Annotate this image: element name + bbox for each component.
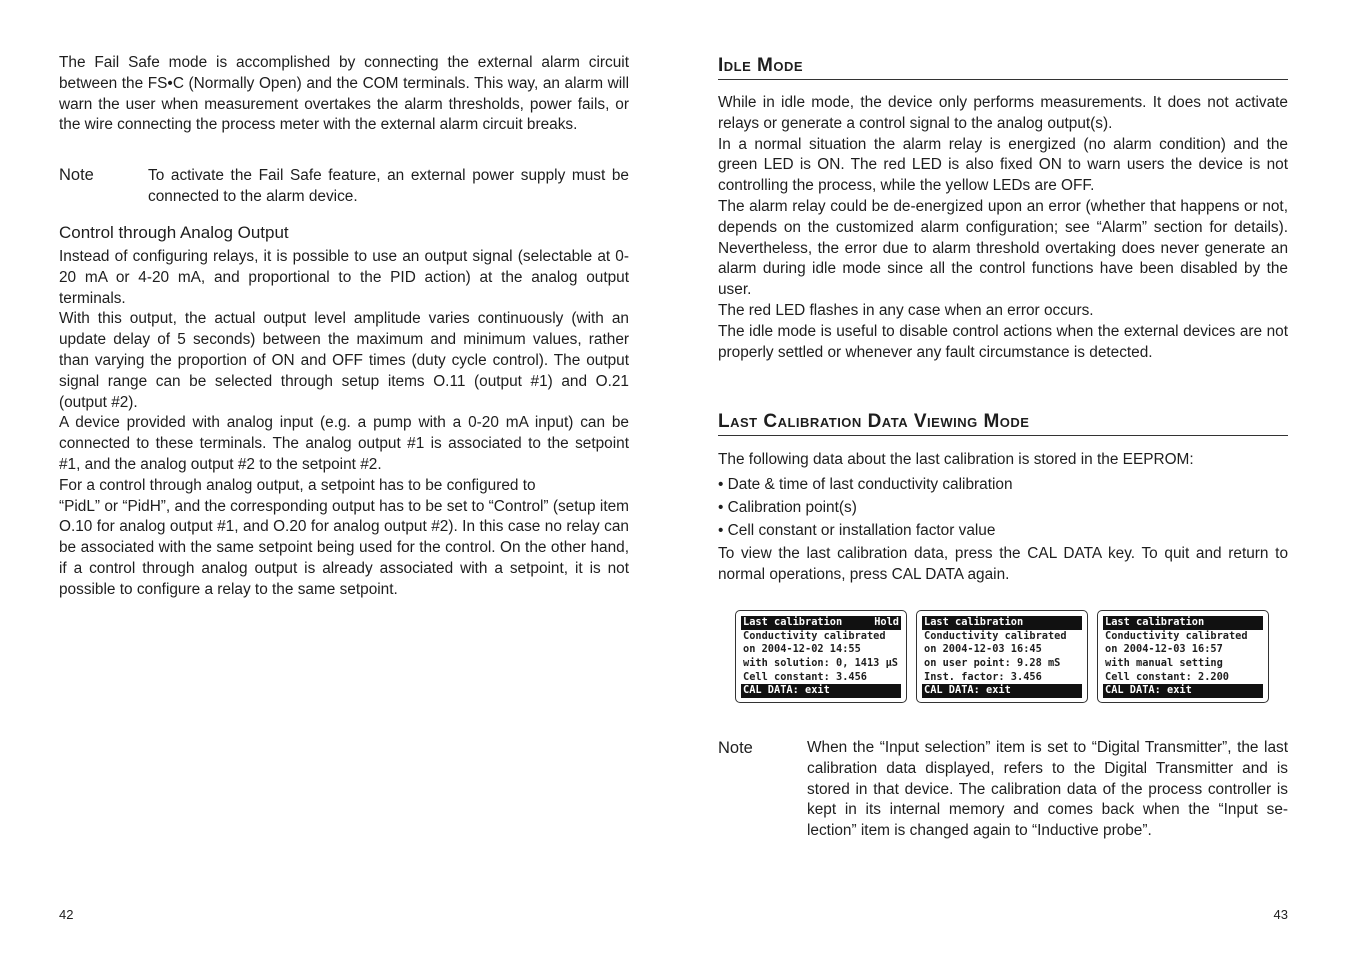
- lcd-footer: CAL DATA: exit: [1103, 684, 1263, 698]
- lcd-footer: CAL DATA: exit: [922, 684, 1082, 698]
- lcd-title-row: [741, 616, 901, 630]
- section-title-last-calibration: Last Calibration Data Viewing Mode: [718, 411, 1288, 436]
- page-number-right: 43: [1273, 907, 1288, 922]
- lcd-line: Conductivity calibrated: [743, 629, 886, 642]
- heading-analog-output: Control through Analog Output: [59, 223, 289, 242]
- idle-paragraph-4: The red LED flashes in any case when an error occurs.: [718, 301, 1094, 319]
- lcd-line: Conductivity calibrated: [924, 629, 1067, 642]
- right-page: [718, 0, 1288, 954]
- lcd-line: on user point: 9.28 mS: [924, 657, 1061, 670]
- lastcal-intro: The following data about the last calibration is stored in the EEPROM:: [718, 451, 1194, 468]
- lcd-line: on 2004-12-02 14:55: [743, 643, 861, 656]
- list-item: • Cell constant or installation factor value: [718, 521, 996, 539]
- lcd-title: Last calibration: [743, 616, 843, 628]
- idle-paragraph-5: The idle mode is useful to disable control actions when the external devices are not properly settled or whenever any fault circumstance is detected.: [718, 322, 1288, 361]
- left-page: [59, 0, 629, 954]
- page-number-left: 42: [59, 907, 74, 922]
- analog-paragraph-3: A device provided with analog input (e.g. a pump with a 0-20 mA input) can be connected to these terminals. The analog output #1 is associated to the setpoint #1, and the analog output #2 to the setpoint #2.: [59, 414, 629, 473]
- lcd-title-row: [922, 616, 1082, 630]
- note-text: To activate the Fail Safe feature, an external power supply must be connected to the alarm device.: [148, 167, 629, 205]
- lcd-title: Last calibration: [924, 616, 1024, 628]
- lcd-hold-indicator: Hold: [874, 616, 899, 628]
- idle-section-body: [718, 93, 1288, 363]
- lcd-line: Cell constant: 2.200: [1105, 670, 1229, 683]
- lcd-screen-solution: [735, 610, 907, 703]
- section-title-idle-mode: Idle Mode: [718, 55, 1288, 80]
- analog-paragraph-2: With this output, the actual output level amplitude varies continuously (with an update delay of 5 seconds) between the maximum and minimum values, rather than varying the proportion of ON and OFF times (duty cycle control). The output signal range can be selected through setup items O.11 (output #1) and O.21 (output #2).: [59, 310, 629, 411]
- lcd-line: Cell constant: 3.456: [743, 670, 867, 683]
- lcd-line: with manual setting: [1105, 657, 1223, 670]
- lastcal-section-body: [718, 450, 1288, 585]
- lcd-line: on 2004-12-03 16:45: [924, 643, 1042, 656]
- lcd-title: Last calibration: [1105, 616, 1205, 628]
- failsafe-paragraph: The Fail Safe mode is accomplished by connecting the external alarm circuit between the FS•C (Normally Open) and the COM terminals. This way, an alarm will warn the user when measurement overtakes the alarm thresholds, power fails, or the wire connecting the process meter with the external alarm circuit breaks.: [59, 54, 629, 134]
- note-failsafe: [59, 165, 629, 207]
- lcd-footer: CAL DATA: exit: [741, 684, 901, 698]
- analog-section-body: [59, 247, 629, 601]
- idle-paragraph-3: The alarm relay could be de-energized upon an error (whether that happens or not, depends on the customized alarm configuration; see “Alarm” section for details). Nevertheless, the error due to alarm threshold overtaking does never generate an alarm during idle mode since all the control functions have been disabled by the user.: [718, 197, 1288, 299]
- analog-paragraph-4a: For a control through analog output, a setpoint has to be configured to: [59, 476, 536, 494]
- lcd-line: Inst. factor: 3.456: [924, 670, 1042, 683]
- idle-paragraph-1: While in idle mode, the device only performs measurements. It does not activate relays or generate a control signal to the analog output(s).: [718, 94, 1288, 132]
- lastcal-bullet-list: [718, 473, 1288, 542]
- idle-paragraph-2: In a normal situation the alarm relay is energized (no alarm condition) and the green LED is ON. The red LED is also fixed ON to warn users the device is not controlling the process, while the yellow LEDs are OFF.: [718, 135, 1288, 195]
- lcd-line: Conductivity calibrated: [1105, 629, 1248, 642]
- list-item: • Calibration point(s): [718, 498, 857, 516]
- lcd-screen-manual: [1097, 610, 1269, 703]
- note-label: Note: [59, 166, 94, 184]
- lcd-screen-user-point: [916, 610, 1088, 703]
- lcd-line: with solution: 0, 1413 µS: [743, 657, 898, 670]
- analog-paragraph-4b: “PidL” or “PidH”, and the corresponding output has to be set to “Control” (setup item O.10 for analog output #1, and O.20 for analog output #2). In this case no relay can be associated with the same setpoint being used for the control. On the other hand, if a control through analog output is already associated with a setpoint, it is not possible to configure a relay to the same setpoint.: [59, 497, 629, 598]
- analog-paragraph-1: Instead of configuring relays, it is possible to use an output signal (selectable at 0-20 mA or 4-20 mA, and proportional to the PID action) at the analog output terminals.: [59, 248, 629, 307]
- note-digital-transmitter: [718, 738, 1288, 842]
- note-label: Note: [718, 739, 753, 757]
- note-text: When the “Input selection” item is set to “Digital Transmitter”, the last calibration data displayed, refers to the Digital Transmitter and is stored in that device. The calibration data of the process controller is kept in its internal memory and comes back when the “Input se-lection” item is changed again to “Inductive probe”.: [807, 739, 1288, 840]
- lcd-title-row: [1103, 616, 1263, 630]
- list-item: • Date & time of last conductivity calibration: [718, 475, 1013, 493]
- lcd-line: on 2004-12-03 16:57: [1105, 643, 1223, 656]
- lastcal-view-instructions: To view the last calibration data, press the CAL DATA key. To quit and return to normal operations, press CAL DATA again.: [718, 544, 1288, 583]
